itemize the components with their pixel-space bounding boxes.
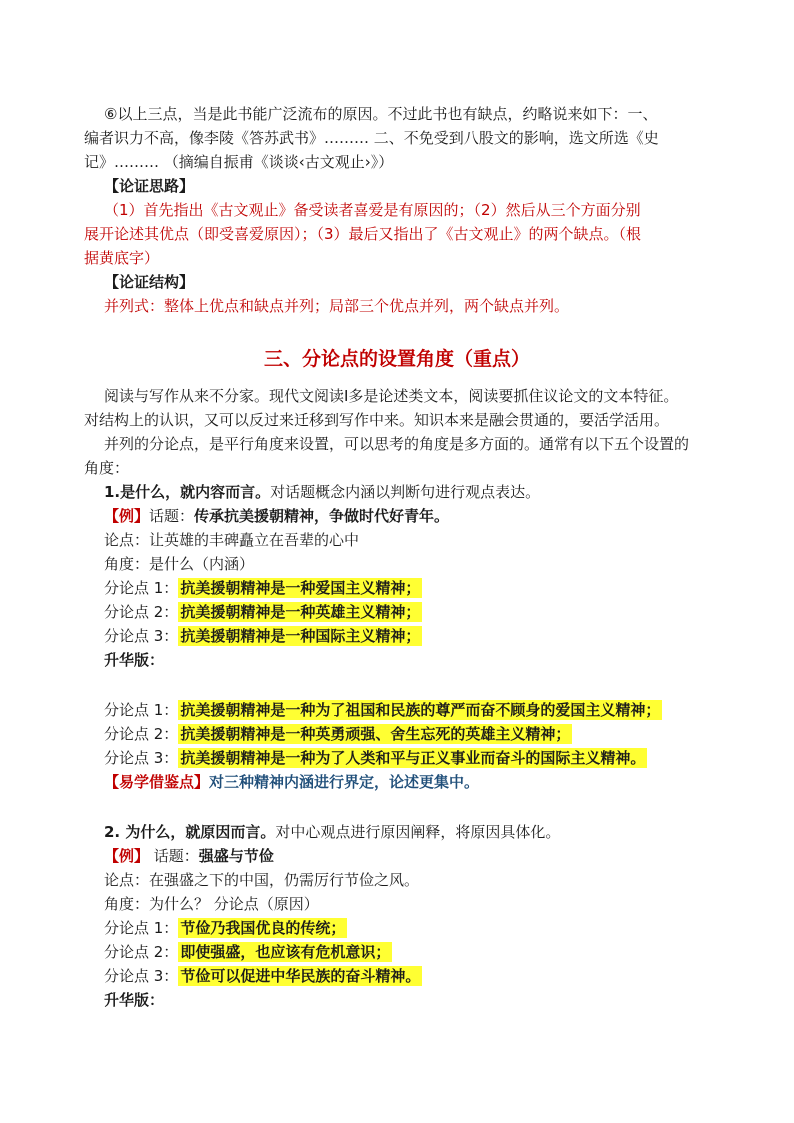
structure-text: 并列式：整体上优点和缺点并列；局部三个优点并列，两个缺点并列。 — [104, 297, 570, 315]
point-text: 抗美援朝精神是一种英勇顽强、舍生忘死的英雄主义精神； — [180, 725, 571, 743]
thinking-line-3: 据黄底字） — [84, 249, 160, 267]
item2-point-3 — [104, 966, 422, 986]
item2-upgrade-label: 升华版： — [104, 991, 165, 1009]
thinking-heading: 【论证思路】 — [104, 177, 195, 195]
point-text: 抗美援朝精神是一种爱国主义精神； — [180, 579, 421, 597]
item1-upgraded-3 — [104, 748, 647, 768]
item1-point-2 — [104, 602, 422, 622]
item1-example — [104, 506, 449, 526]
point-label: 分论点 3： — [104, 967, 179, 985]
point-text: 即使强盛，也应该有危机意识； — [180, 943, 391, 961]
point-text: 抗美援朝精神是一种英雄主义精神； — [180, 603, 421, 621]
point-text: 节俭可以促进中华民族的奋斗精神。 — [180, 967, 421, 985]
body-p1-line-2: 对结构上的认识，又可以反过来迁移到写作中来。知识本来是融会贯通的，要活学活用。 — [84, 411, 670, 429]
thinking-line-2: 展开论述其优点（即受喜爱原因）；（3）最后又指出了《古文观止》的两个缺点。（根 — [84, 225, 642, 243]
item2-title-rest: 对中心观点进行原因阐释，将原因具体化。 — [275, 823, 561, 841]
item2-angle: 角度：为什么？ 分论点（原因） — [104, 895, 319, 913]
item1-thesis: 论点：让英雄的丰碑矗立在吾辈的心中 — [104, 531, 360, 549]
learn-text: 对三种精神内涵进行界定，论述更集中。 — [209, 773, 480, 791]
point-label: 分论点 3： — [104, 749, 179, 767]
structure-heading: 【论证结构】 — [104, 273, 195, 291]
body-p1-line-1: 阅读与写作从来不分家。现代文阅读Ⅰ多是论述类文本，阅读要抓住议论文的文本特征。 — [104, 387, 679, 405]
point-label: 分论点 2： — [104, 943, 179, 961]
point-text: 抗美援朝精神是一种为了祖国和民族的尊严而奋不顾身的爱国主义精神； — [180, 701, 661, 719]
point-label: 分论点 2： — [104, 725, 179, 743]
item1-point-1 — [104, 578, 422, 598]
item1-topic: 传承抗美援朝精神，争做时代好青年。 — [194, 507, 450, 525]
point-text: 抗美援朝精神是一种为了人类和平与正义事业而奋斗的国际主义精神。 — [180, 749, 646, 767]
point-text: 节俭乃我国优良的传统； — [180, 919, 346, 937]
point-label: 分论点 2： — [104, 603, 179, 621]
item1-example-tag: 【例】 — [104, 507, 150, 525]
point-text: 抗美援朝精神是一种国际主义精神； — [180, 627, 421, 645]
point-label: 分论点 3： — [104, 627, 179, 645]
intro-line-3: 记》……… （摘编自振甫《谈谈‹古文观止›》） — [84, 153, 394, 171]
item1-title-bold: 1.是什么，就内容而言。 — [104, 483, 271, 501]
item2-topic: 强盛与节俭 — [198, 847, 274, 865]
learn-tag: 【易学借鉴点】 — [104, 773, 210, 791]
item1-upgraded-1 — [104, 700, 662, 720]
point-label: 分论点 1： — [104, 579, 179, 597]
item2-point-2 — [104, 942, 392, 962]
item1-upgraded-2 — [104, 724, 572, 744]
item1-title — [104, 482, 540, 502]
section-title: 三、分论点的设置角度（重点） — [263, 348, 530, 370]
intro-line-1: ⑥以上三点，当是此书能广泛流布的原因。不过此书也有缺点，约略说来如下：一、 — [104, 105, 658, 123]
item2-topic-label: 话题： — [149, 847, 199, 865]
intro-line-2: 编者识力不高，像李陵《答苏武书》……… 二、不免受到八股文的影响，选文所选《史 — [84, 129, 659, 147]
item1-topic-label: 话题： — [149, 507, 195, 525]
item2-example — [104, 846, 274, 866]
item2-thesis: 论点：在强盛之下的中国，仍需厉行节俭之风。 — [104, 871, 420, 889]
item2-point-1 — [104, 918, 347, 938]
thinking-line-1: （1）首先指出《古文观止》备受读者喜爱是有原因的；（2）然后从三个方面分别 — [104, 201, 641, 219]
body-p2-line-1: 并列的分论点，是平行角度来设置，可以思考的角度是多方面的。通常有以下五个设置的 — [104, 435, 690, 453]
point-label: 分论点 1： — [104, 701, 179, 719]
item1-learn-point — [104, 772, 479, 792]
item2-title — [104, 822, 560, 842]
body-p2-line-2: 角度： — [84, 459, 130, 477]
item1-angle: 角度：是什么（内涵） — [104, 555, 255, 573]
item2-title-bold: 2. 为什么，就原因而言。 — [104, 823, 276, 841]
item1-title-rest: 对话题概念内涵以判断句进行观点表达。 — [270, 483, 541, 501]
item1-upgrade-label: 升华版： — [104, 651, 165, 669]
item2-example-tag: 【例】 — [104, 847, 150, 865]
item1-point-3 — [104, 626, 422, 646]
point-label: 分论点 1： — [104, 919, 179, 937]
